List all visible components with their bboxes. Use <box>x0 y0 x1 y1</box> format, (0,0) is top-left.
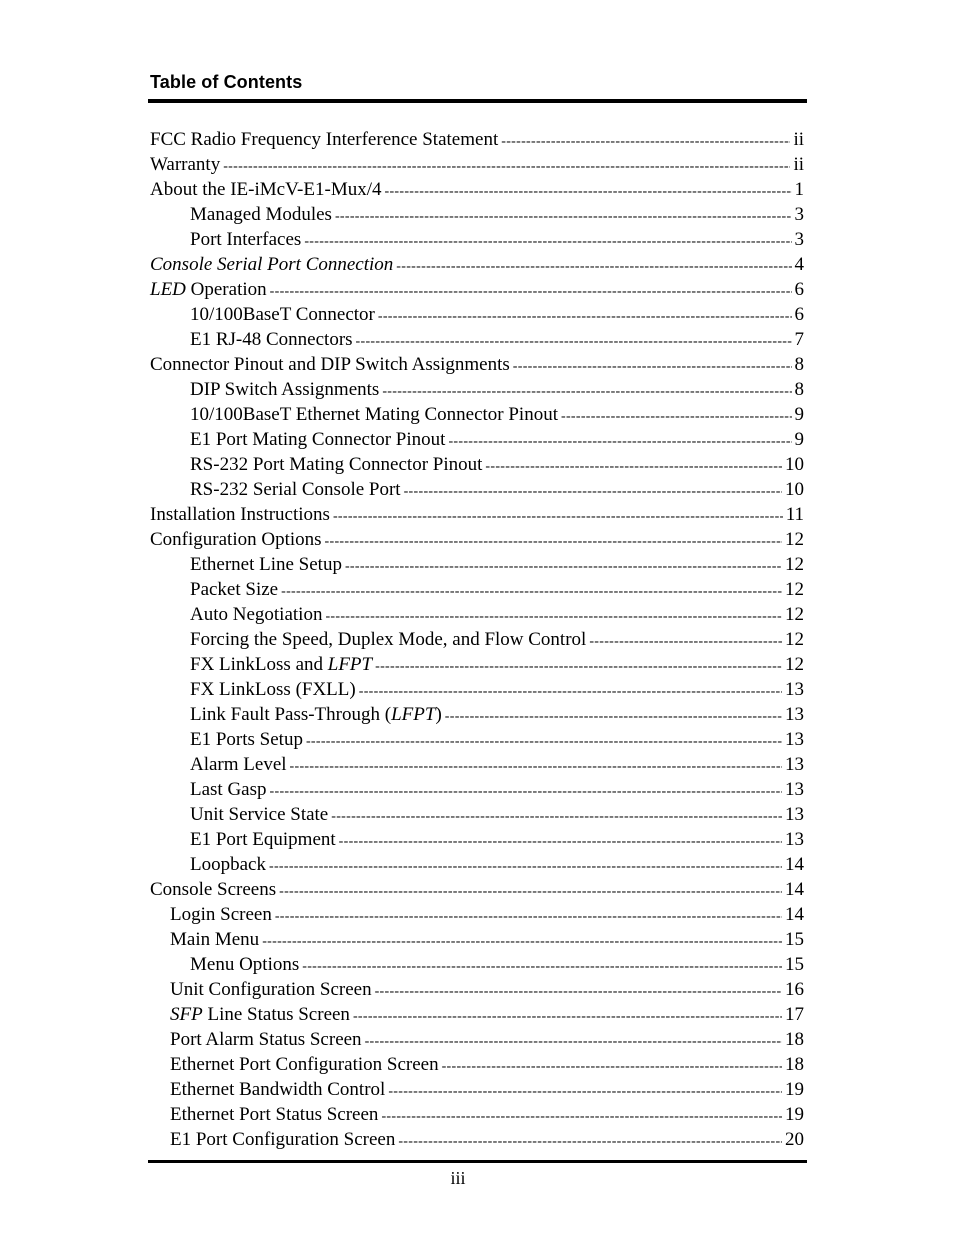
toc-entry[interactable] <box>150 852 804 877</box>
toc-title-segment: E1 Ports Setup <box>190 729 303 750</box>
toc-entry-page: 12 <box>785 529 804 550</box>
footer-rule <box>148 1160 807 1163</box>
toc-entry-page: 15 <box>785 929 804 950</box>
toc-title-segment: Menu Options <box>190 954 300 975</box>
toc-title-segment: LFPT <box>327 654 373 675</box>
toc-entry[interactable] <box>150 227 804 252</box>
toc-entry[interactable] <box>150 602 804 627</box>
toc-title-segment: Forcing the Speed, Duplex Mode, and Flow Control <box>190 629 587 650</box>
toc-title-segment: 10/100BaseT Connector <box>190 304 375 325</box>
dot-leader <box>378 304 792 329</box>
toc-title-segment: Auto Negotiation <box>190 604 323 625</box>
dot-leader <box>290 754 782 779</box>
dot-leader <box>281 579 782 604</box>
toc-title-segment: Ethernet Port Configuration Screen <box>170 1054 439 1075</box>
toc-entry-title <box>190 477 401 502</box>
toc-entry-title <box>170 1127 395 1152</box>
toc-entry[interactable] <box>150 552 804 577</box>
dot-leader <box>445 704 782 729</box>
toc-entry[interactable] <box>150 502 804 527</box>
toc-entry-page: 6 <box>794 304 804 325</box>
toc-entry[interactable] <box>150 277 804 302</box>
toc-entry-page: 10 <box>785 479 804 500</box>
toc-entry-page: 13 <box>785 754 804 775</box>
toc-entry-title <box>170 977 372 1002</box>
toc-entry-title <box>150 152 220 177</box>
toc-entry[interactable] <box>150 477 804 502</box>
toc-title-segment: Loopback <box>190 854 266 875</box>
toc-title-segment: Last Gasp <box>190 779 267 800</box>
toc-title-segment: Ethernet Bandwidth Control <box>170 1079 386 1100</box>
toc-title-segment: Managed Modules <box>190 204 332 225</box>
toc-entry-title <box>150 177 382 202</box>
dot-leader <box>223 154 790 179</box>
toc-title-segment: RS-232 Serial Console Port <box>190 479 401 500</box>
toc-entry[interactable] <box>150 727 804 752</box>
toc-entry-title <box>170 1052 439 1077</box>
toc-entry-title <box>190 402 558 427</box>
toc-entry-page: 18 <box>785 1054 804 1075</box>
toc-title-segment: Unit Configuration Screen <box>170 979 372 1000</box>
dot-leader <box>381 1104 782 1129</box>
dot-leader <box>365 1029 782 1054</box>
toc-entry-page: 4 <box>794 254 804 275</box>
dot-leader <box>388 1079 782 1104</box>
toc-entry[interactable] <box>150 752 804 777</box>
toc-title-segment: Main Menu <box>170 929 260 950</box>
dot-leader <box>279 879 782 904</box>
toc-entry[interactable] <box>150 202 804 227</box>
dot-leader <box>375 654 782 679</box>
toc-title-segment: Warranty <box>150 154 221 175</box>
toc-title-segment: DIP Switch Assignments <box>190 379 380 400</box>
toc-entry-page: 10 <box>785 454 804 475</box>
toc-entry-title <box>190 852 266 877</box>
toc-entry-title <box>190 577 278 602</box>
dot-leader <box>501 129 790 154</box>
toc-entry-title <box>190 327 353 352</box>
toc-entry-title <box>150 252 393 277</box>
toc-entry-page: 13 <box>785 679 804 700</box>
toc-title-segment: E1 Port Mating Connector Pinout <box>190 429 446 450</box>
toc-entry-title <box>170 927 259 952</box>
toc-title-segment: FCC Radio Frequency Interference Statement <box>150 129 499 150</box>
toc-entry-title <box>150 527 322 552</box>
toc-entry-title <box>190 627 586 652</box>
dot-leader <box>356 329 792 354</box>
toc-entry-title <box>190 777 267 802</box>
toc-entry-page: 14 <box>785 879 804 900</box>
toc-entry-page: 13 <box>785 729 804 750</box>
table-of-contents <box>150 127 804 1152</box>
toc-entry-page: 17 <box>785 1004 804 1025</box>
toc-entry-title <box>190 652 372 677</box>
toc-entry-title <box>170 902 272 927</box>
toc-entry-title <box>190 427 445 452</box>
toc-entry-title <box>190 377 379 402</box>
toc-entry[interactable] <box>150 1052 804 1077</box>
dot-leader <box>398 1129 782 1154</box>
toc-entry-title <box>170 1077 385 1102</box>
toc-entry[interactable] <box>150 627 804 652</box>
toc-entry[interactable] <box>150 802 804 827</box>
dot-leader <box>262 929 782 954</box>
toc-entry[interactable] <box>150 1102 804 1127</box>
toc-entry[interactable] <box>150 427 804 452</box>
dot-leader <box>331 804 782 829</box>
toc-title-segment: Console Serial Port Connection <box>150 254 394 275</box>
toc-entry[interactable] <box>150 952 804 977</box>
dot-leader <box>304 229 791 254</box>
toc-entry-page: 8 <box>794 354 804 375</box>
toc-entry-page: 3 <box>794 204 804 225</box>
dot-leader <box>335 204 792 229</box>
toc-entry-page: 11 <box>785 504 804 525</box>
toc-entry-title <box>170 1002 350 1027</box>
toc-title-segment: FX LinkLoss and <box>190 654 328 675</box>
toc-entry[interactable] <box>150 902 804 927</box>
toc-entry-title <box>190 677 356 702</box>
toc-entry-page: 20 <box>785 1129 804 1150</box>
toc-title-segment: Console Screens <box>150 879 277 900</box>
toc-entry[interactable] <box>150 177 804 202</box>
toc-title-segment: About the IE-iMcV-E1-Mux/4 <box>150 179 382 200</box>
toc-entry-page: 14 <box>785 904 804 925</box>
toc-entry-page: 13 <box>785 704 804 725</box>
dot-leader <box>325 604 782 629</box>
toc-entry-title <box>190 952 299 977</box>
toc-title-segment: Ethernet Port Status Screen <box>170 1104 379 1125</box>
toc-entry-page: 13 <box>785 829 804 850</box>
toc-title-segment: 10/100BaseT Ethernet Mating Connector Pinout <box>190 404 558 425</box>
toc-title-segment: Port Interfaces <box>190 229 302 250</box>
toc-entry-page: ii <box>793 154 804 175</box>
toc-entry-title <box>190 602 322 627</box>
toc-entry[interactable] <box>150 677 804 702</box>
toc-entry-page: 12 <box>785 629 804 650</box>
toc-entry-page: 12 <box>785 579 804 600</box>
dot-leader <box>589 629 782 654</box>
toc-entry[interactable] <box>150 527 804 552</box>
toc-entry-title <box>190 752 287 777</box>
toc-entry[interactable] <box>150 1002 804 1027</box>
toc-title-segment: Line Status Screen <box>202 1004 350 1025</box>
toc-entry[interactable] <box>150 577 804 602</box>
dot-leader <box>385 179 792 204</box>
dot-leader <box>270 779 782 804</box>
toc-entry-title <box>190 802 328 827</box>
toc-title-segment: Ethernet Line Setup <box>190 554 342 575</box>
toc-entry[interactable] <box>150 302 804 327</box>
toc-title-segment: FX LinkLoss (FXLL) <box>190 679 356 700</box>
toc-entry-title <box>150 877 276 902</box>
dot-leader <box>561 404 792 429</box>
toc-entry-title <box>190 727 303 752</box>
toc-entry-page: 19 <box>785 1104 804 1125</box>
dot-leader <box>302 954 782 979</box>
dot-leader <box>345 554 782 579</box>
toc-title-segment: Configuration Options <box>150 529 322 550</box>
dot-leader <box>339 829 782 854</box>
toc-entry-page: 18 <box>785 1029 804 1050</box>
toc-entry-page: 9 <box>794 404 804 425</box>
toc-title-segment: LED <box>150 279 186 300</box>
toc-entry-title <box>190 452 482 477</box>
toc-title-segment: Login Screen <box>170 904 272 925</box>
toc-entry[interactable] <box>150 152 804 177</box>
toc-entry-page: 9 <box>794 429 804 450</box>
toc-entry[interactable] <box>150 1077 804 1102</box>
toc-entry[interactable] <box>150 652 804 677</box>
toc-entry[interactable] <box>150 377 804 402</box>
dot-leader <box>353 1004 782 1029</box>
toc-entry[interactable] <box>150 877 804 902</box>
toc-entry-title <box>190 552 342 577</box>
toc-entry[interactable] <box>150 452 804 477</box>
toc-title-segment: E1 Port Equipment <box>190 829 336 850</box>
dot-leader <box>448 429 791 454</box>
toc-title-segment: Operation <box>185 279 267 300</box>
toc-title-segment: RS-232 Port Mating Connector Pinout <box>190 454 483 475</box>
toc-entry-page: 14 <box>785 854 804 875</box>
toc-entry[interactable] <box>150 127 804 152</box>
toc-title-segment: Unit Service State <box>190 804 329 825</box>
toc-entry-title <box>190 702 442 727</box>
toc-entry-page: 13 <box>785 779 804 800</box>
dot-leader <box>442 1054 782 1079</box>
toc-title-segment: Packet Size <box>190 579 279 600</box>
toc-entry[interactable] <box>150 777 804 802</box>
toc-entry-title <box>190 227 301 252</box>
dot-leader <box>485 454 782 479</box>
toc-entry-title <box>150 277 267 302</box>
header-rule <box>148 99 807 103</box>
toc-title-segment: Connector Pinout and DIP Switch Assignments <box>150 354 510 375</box>
toc-title-segment: E1 Port Configuration Screen <box>170 1129 396 1150</box>
toc-entry[interactable] <box>150 252 804 277</box>
toc-entry-page: 12 <box>785 654 804 675</box>
dot-leader <box>275 904 782 929</box>
toc-title-segment: ) <box>435 704 442 725</box>
page-title: Table of Contents <box>150 72 303 92</box>
toc-entry[interactable] <box>150 1027 804 1052</box>
toc-entry-page: 13 <box>785 804 804 825</box>
toc-entry[interactable] <box>150 702 804 727</box>
toc-title-segment: Link Fault Pass-Through ( <box>190 704 392 725</box>
toc-entry[interactable] <box>150 977 804 1002</box>
toc-entry-title <box>150 352 510 377</box>
toc-entry[interactable] <box>150 402 804 427</box>
dot-leader <box>306 729 782 754</box>
page-number: iii <box>450 1168 466 1188</box>
toc-title-segment: Port Alarm Status Screen <box>170 1029 362 1050</box>
toc-entry-page: 8 <box>794 379 804 400</box>
toc-title-segment: Installation Instructions <box>150 504 330 525</box>
toc-entry-page: 6 <box>794 279 804 300</box>
toc-entry[interactable] <box>150 827 804 852</box>
toc-title-segment: SFP <box>170 1004 203 1025</box>
toc-entry-title <box>150 127 498 152</box>
toc-entry-page: 15 <box>785 954 804 975</box>
dot-leader <box>382 379 791 404</box>
toc-entry-page: 16 <box>785 979 804 1000</box>
toc-entry[interactable] <box>150 352 804 377</box>
toc-entry-page: 3 <box>794 229 804 250</box>
toc-entry-title <box>190 302 375 327</box>
toc-title-segment: LFPT <box>391 704 436 725</box>
toc-entry-title <box>190 827 336 852</box>
toc-entry-page: 1 <box>794 179 804 200</box>
dot-leader <box>359 679 782 704</box>
toc-title-segment: E1 RJ-48 Connectors <box>190 329 353 350</box>
dot-leader <box>375 979 782 1004</box>
dot-leader <box>404 479 782 504</box>
dot-leader <box>270 279 792 304</box>
toc-entry[interactable] <box>150 927 804 952</box>
toc-entry-page: ii <box>793 129 804 150</box>
toc-entry-page: 12 <box>785 604 804 625</box>
toc-entry[interactable] <box>150 1127 804 1152</box>
toc-entry-page: 19 <box>785 1079 804 1100</box>
dot-leader <box>325 529 782 554</box>
toc-title-segment: Alarm Level <box>190 754 287 775</box>
toc-entry-title <box>170 1027 362 1052</box>
toc-entry[interactable] <box>150 327 804 352</box>
toc-entry-title <box>190 202 332 227</box>
dot-leader <box>396 254 791 279</box>
toc-entry-page: 12 <box>785 554 804 575</box>
toc-entry-title <box>170 1102 378 1127</box>
dot-leader <box>269 854 782 879</box>
dot-leader <box>513 354 792 379</box>
toc-entry-page: 7 <box>794 329 804 350</box>
toc-entry-title <box>150 502 330 527</box>
dot-leader <box>333 504 783 529</box>
